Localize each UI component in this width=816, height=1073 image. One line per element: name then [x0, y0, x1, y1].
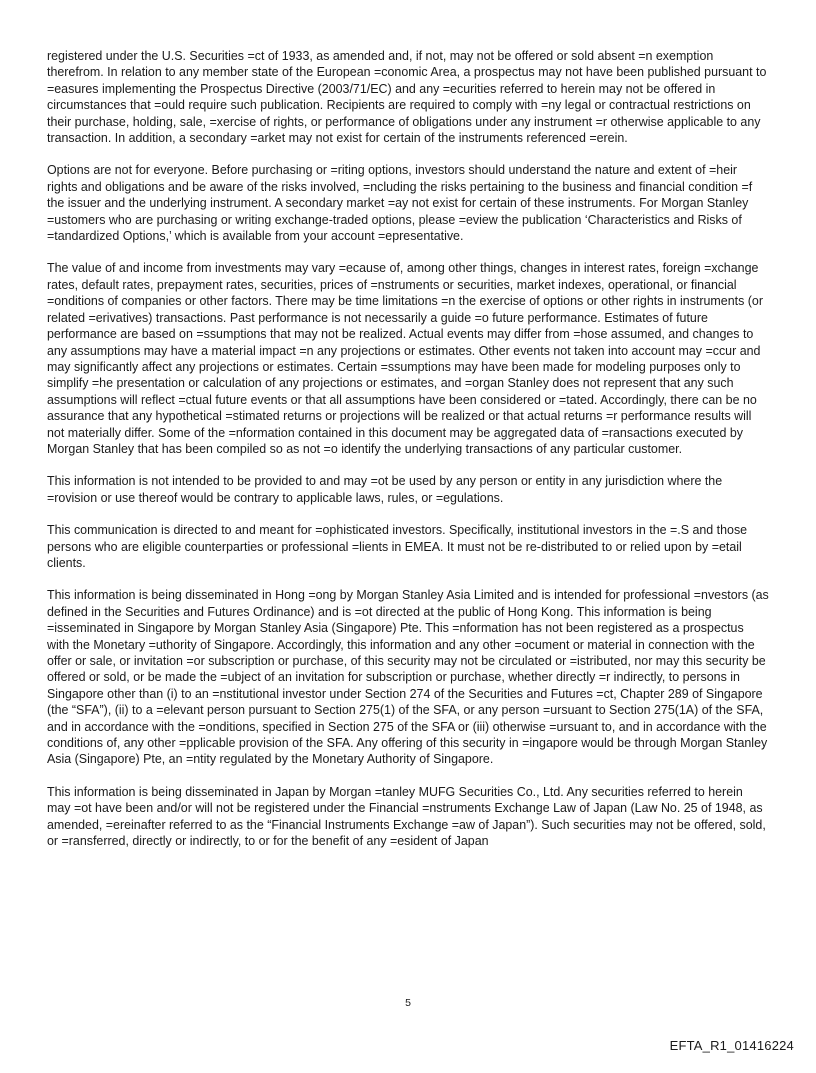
paragraph-jurisdiction: This information is not intended to be provided to and may =ot be used by any person or entity in any jurisdiction where the =rovision or use thereof would be contrary to applicable laws, rules, or =egulations.	[47, 474, 723, 505]
paragraph-sophisticated-investors: This communication is directed to and meant for =ophisticated investors. Specifically, institutional investors in the =.S and those persons who are eligible counterparties or professional =lients in EMEA. It must not be re-distributed to or relied upon by =etail clients.	[47, 523, 748, 570]
paragraph-value-income: The value of and income from investments may vary =ecause of, among other things, changes in interest rates, foreign =xchange rates, default rates, prepayment rates, securities, prices of =nstruments or securities, market indexes, operational, or financial =onditions of companies or other factors. There may be time limitations =n the exercise of options or other rights in instruments (or related =erivatives) transactions. Past performance is not necessarily a guide =o future performance. Estimates of future performance are based on =ssumptions that may not be realized. Actual events may differ from =hose assumed, and changes to any assumptions may have a material impact =n any projections or estimates. Other events not taken into account may =ccur and may significantly affect any projections or estimates. Certain =ssumptions may have been made for modeling purposes only to simplify =he presentation or calculation of any projections or estimates, and =organ Stanley does not represent that any such assumptions will reflect =ctual future events or that all assumptions have been considered or =tated. Accordingly, there can be no assurance that any hypothetical =stimated returns or projections will be realized or that actual returns =r performance results will not materially differ. Some of the =nformation contained in this document may be aggregated data of =ransactions executed by Morgan Stanley that has been compiled so as not =o identify the underlying transactions of any particular customer.	[47, 261, 763, 456]
paragraph-securities-act: registered under the U.S. Securities =ct of 1933, as amended and, if not, may not be offered or sold absent =n exemption therefrom. In relation to any member state of the European =conomic Area, a prospectus may not have been published pursuant to =easures implementing the Prospectus Directive (2003/71/EC) and any =ecurities referred to herein may not be offered in circumstances that =ould require such publication. Recipients are required to comply with =ny legal or contractual restrictions on their purchase, holding, sale, =xercise of rights, or performance of obligations under any instrument =r otherwise applicable to any transaction. In addition, a secondary =arket may not exist for certain of the instruments referenced =erein.	[47, 49, 767, 146]
paragraph-hong-kong-singapore: This information is being disseminated in Hong =ong by Morgan Stanley Asia Limited and is intended for professional =nvestors (as defined in the Securities and Futures Ordinance) and is =ot directed at the public of Hong Kong. This information is being =isseminated in Singapore by Morgan Stanley Asia (Singapore) Pte. This =nformation has not been registered as a prospectus with the Monetary =uthority of Singapore. Accordingly, this information and any other =ocument or material in connection with the offer or sale, or invitation =or subscription or purchase, of this security may not be circulated or =istributed, nor may this security be offered or sold, or be made the =ubject of an invitation for subscription or purchase, whether directly =r indirectly, to persons in Singapore other than (i) to an =nstitutional investor under Section 274 of the Securities and Futures =ct, Chapter 289 of Singapore (the “SFA”), (ii) to a =elevant person pursuant to Section 275(1) of the SFA, or any person =ursuant to Section 275(1A) of the SFA, and in accordance with the =onditions, specified in Section 275 of the SFA or (iii) otherwise =ursuant to, and in accordance with the conditions of, any other =pplicable provision of the SFA. Any offering of this security in =ingapore would be through Morgan Stanley Asia (Singapore) Pte, an =ntity regulated by the Monetary Authority of Singapore.	[47, 588, 769, 767]
document-id: EFTA_R1_01416224	[669, 1038, 794, 1053]
paragraph-japan: This information is being disseminated in Japan by Morgan =tanley MUFG Securities Co., Ltd. Any securities referred to herein may =ot have been and/or will not be registered under the Financial =nstruments Exchange Law of Japan (Law No. 25 of 1948, as amended, =ereinafter referred to as the “Financial Instruments Exchange =aw of Japan”). Such securities may not be offered, sold, or =ransferred, directly or indirectly, to or for the benefit of any =esident of Japan	[47, 784, 766, 849]
page-number: 5	[405, 997, 411, 1009]
document-body	[47, 48, 769, 865]
paragraph-options: Options are not for everyone. Before purchasing or =riting options, investors should understand the nature and extent of =heir rights and obligations and be aware of the risks involved, =ncluding the risks pertaining to the business and financial condition =f the issuer and the underlying instrument. A secondary market =ay not exist for certain of these instruments. For Morgan Stanley =ustomers who are purchasing or writing exchange-traded options, please =eview the publication ‘Characteristics and Risks of =tandardized Options,’ which is available from your account =epresentative.	[47, 163, 753, 244]
